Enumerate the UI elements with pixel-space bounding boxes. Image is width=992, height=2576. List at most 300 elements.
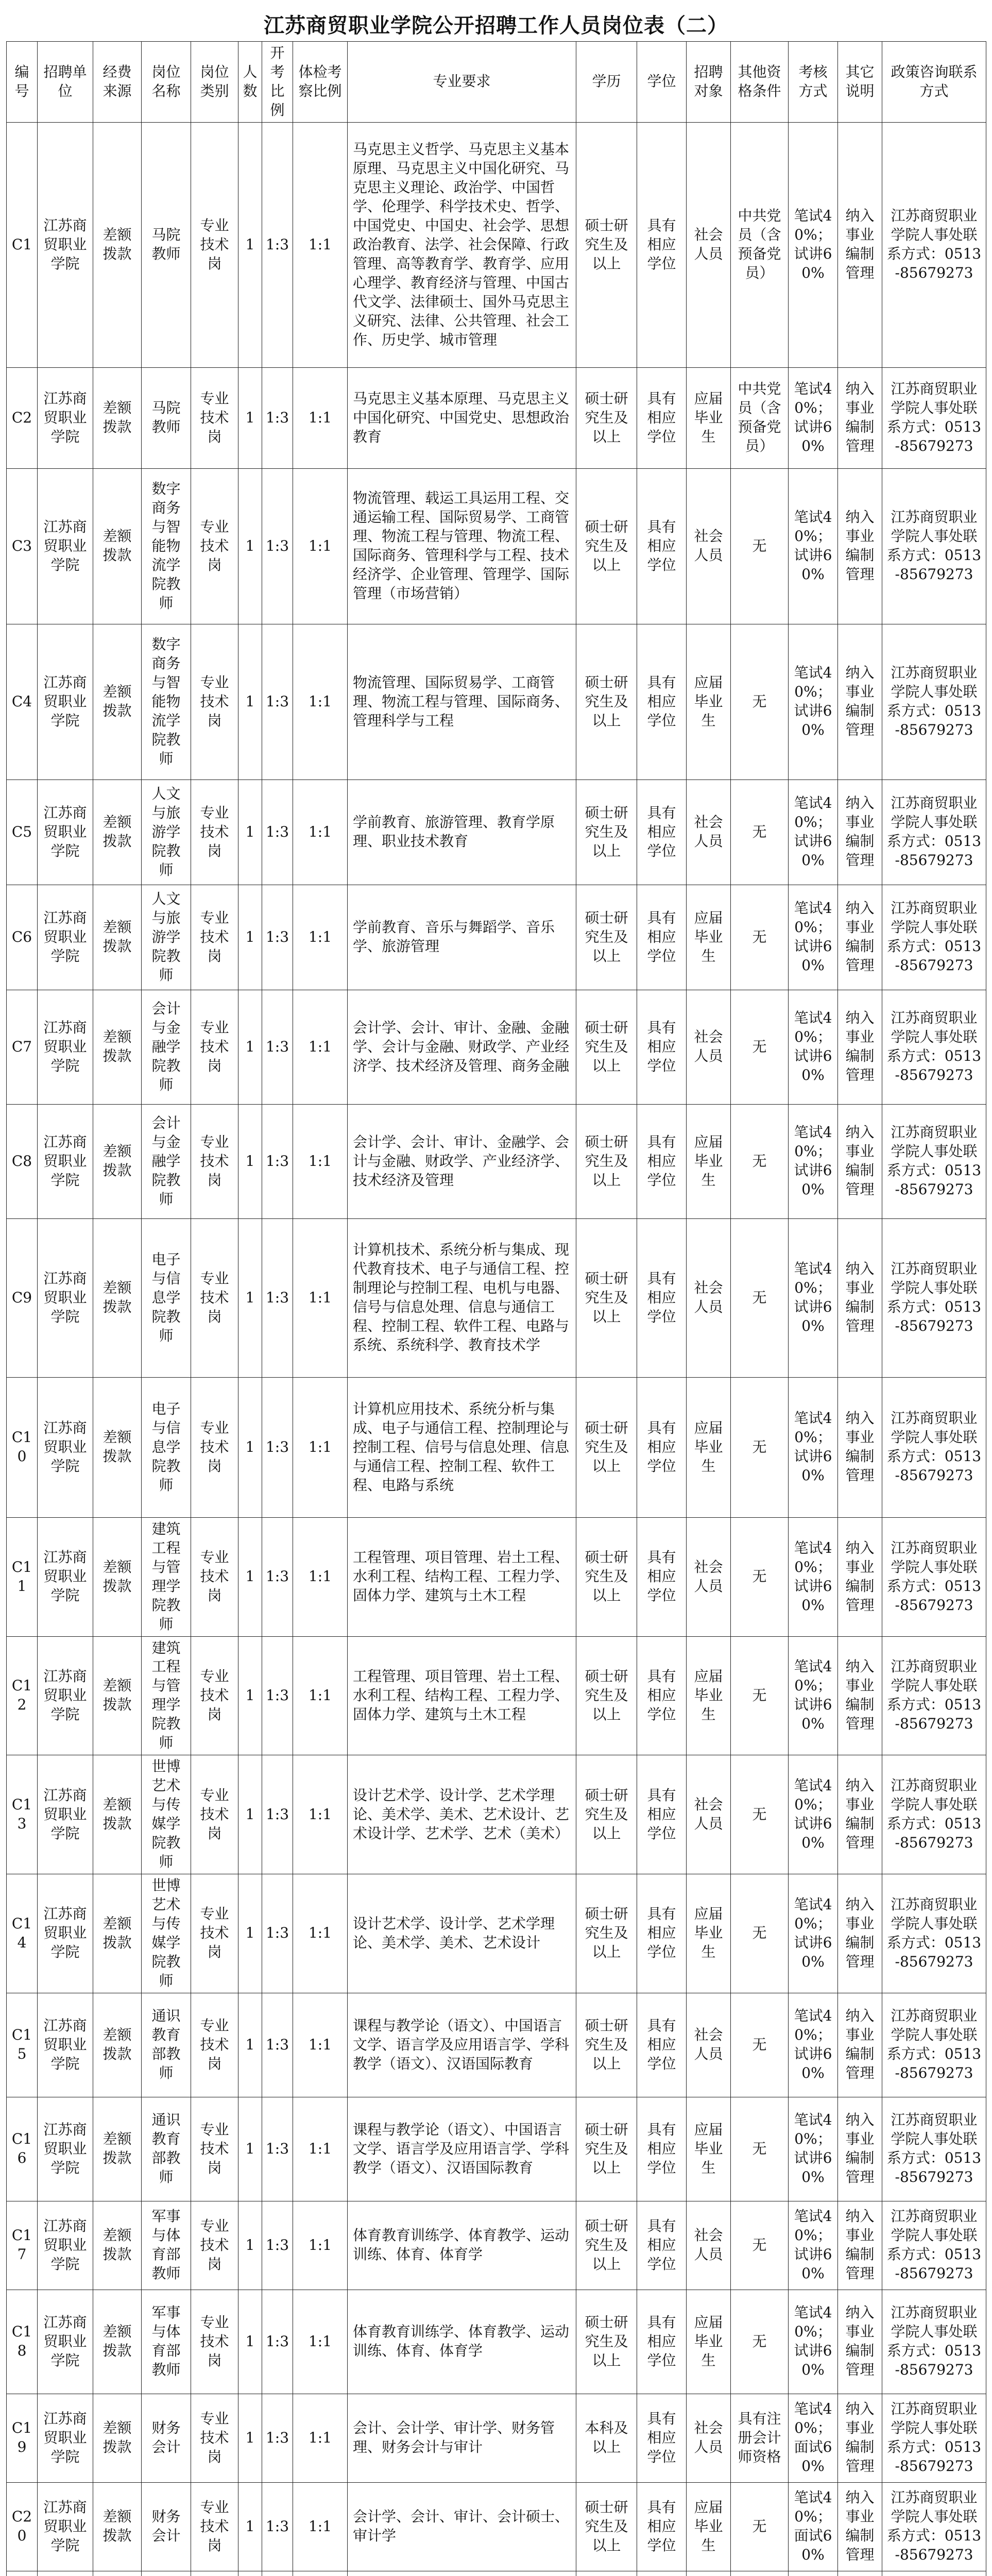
header-check-ratio: 体检考察比例 [293,42,348,123]
cell-other-conditions: 无 [731,1104,789,1218]
cell-category [191,2571,238,2576]
cell-check-ratio: 1:1 [293,779,348,885]
cell-degree: 具有相应学位 [637,885,687,990]
cell-unit: 江苏商贸职业学院 [38,1218,93,1377]
cell-education: 硕士研究生及以上 [576,122,637,367]
cell-position: 电子与信息学院教师 [142,1218,191,1377]
table-row [7,2290,986,2394]
cell-requirements: 计算机应用技术、系统分析与集成、电子与通信工程、控制理论与控制工程、信号与信息处理、信息与通信工程、控制工程、软件工程、电路与系统 [348,1377,576,1517]
cell-check-ratio: 1:1 [293,1218,348,1377]
cell-other-conditions: 无 [731,779,789,885]
cell-target: 应届毕业生 [687,2097,731,2201]
cell-requirements [348,2571,576,2576]
cell-assessment: 笔试40%；试讲60% [789,122,838,367]
cell-assessment: 笔试40%；试讲60% [789,1104,838,1218]
cell-notes [838,2571,882,2576]
table-row [7,1218,986,1377]
cell-target: 应届毕业生 [687,885,731,990]
cell-requirements: 课程与教学论（语文）、中国语言文学、语言学及应用语言学、学科教学（语文）、汉语国际教育 [348,1993,576,2097]
cell-assessment: 笔试40%；试讲60% [789,1517,838,1636]
table-row [7,1104,986,1218]
cell-contact: 江苏商贸职业学院人事处联系方式：0513-85679273 [882,624,986,779]
cell-contact: 江苏商贸职业学院人事处联系方式：0513-85679273 [882,1218,986,1377]
cell-unit [38,2571,93,2576]
cell-category: 专业技术岗 [191,367,238,468]
positions-table [6,41,986,2576]
cell-count: 1 [238,1218,262,1377]
cell-unit: 江苏商贸职业学院 [38,1377,93,1517]
cell-count: 1 [238,2394,262,2482]
cell-count: 1 [238,624,262,779]
cell-education: 硕士研究生及以上 [576,1104,637,1218]
cell-requirements: 马克思主义基本原理、马克思主义中国化研究、中国党史、思想政治教育 [348,367,576,468]
cell-category: 专业技术岗 [191,2482,238,2571]
cell-notes: 纳入事业编制管理 [838,1218,882,1377]
cell-funding: 差额拨款 [93,779,142,885]
cell-contact: 江苏商贸职业学院人事处联系方式：0513-85679273 [882,1993,986,2097]
cell-degree: 具有相应学位 [637,1993,687,2097]
cell-count: 1 [238,1993,262,2097]
cell-assessment: 笔试40%；试讲60% [789,1993,838,2097]
cell-exam-ratio [262,2571,293,2576]
cell-funding: 差额拨款 [93,2097,142,2201]
cell-id: C6 [7,885,38,990]
cell-funding: 差额拨款 [93,1377,142,1517]
cell-funding: 差额拨款 [93,122,142,367]
cell-notes: 纳入事业编制管理 [838,468,882,624]
table-row [7,624,986,779]
cell-check-ratio: 1:1 [293,1517,348,1636]
cell-notes: 纳入事业编制管理 [838,2394,882,2482]
cell-target: 社会人员 [687,122,731,367]
cell-assessment: 笔试40%；面试60% [789,2394,838,2482]
cell-education: 硕士研究生及以上 [576,1377,637,1517]
cell-count: 1 [238,2097,262,2201]
cell-notes: 纳入事业编制管理 [838,1377,882,1517]
cell-category: 专业技术岗 [191,624,238,779]
cell-id: C9 [7,1218,38,1377]
cell-degree: 具有相应学位 [637,2290,687,2394]
cell-other-conditions: 无 [731,1755,789,1874]
cell-exam-ratio: 1:3 [262,122,293,367]
table-row [7,367,986,468]
cell-notes: 纳入事业编制管理 [838,1636,882,1755]
cell-notes: 纳入事业编制管理 [838,1104,882,1218]
cell-id: C19 [7,2394,38,2482]
cell-contact: 江苏商贸职业学院人事处联系方式：0513-85679273 [882,468,986,624]
cell-assessment: 笔试40%；试讲60% [789,2290,838,2394]
header-position: 岗位名称 [142,42,191,123]
cell-education: 硕士研究生及以上 [576,2201,637,2290]
cell-exam-ratio: 1:3 [262,468,293,624]
cell-check-ratio: 1:1 [293,1636,348,1755]
cell-funding: 差额拨款 [93,2201,142,2290]
cell-other-conditions: 无 [731,1517,789,1636]
cell-education: 硕士研究生及以上 [576,990,637,1104]
cell-assessment: 笔试40%；试讲60% [789,1636,838,1755]
cell-unit: 江苏商贸职业学院 [38,1517,93,1636]
cell-unit: 江苏商贸职业学院 [38,990,93,1104]
cell-exam-ratio: 1:3 [262,2482,293,2571]
cell-count: 1 [238,122,262,367]
cell-other-conditions: 无 [731,1874,789,1993]
cell-degree: 具有相应学位 [637,1874,687,1993]
cell-funding: 差额拨款 [93,1636,142,1755]
cell-degree: 具有相应学位 [637,779,687,885]
cell-contact: 江苏商贸职业学院人事处联系方式：0513-85679273 [882,1755,986,1874]
cell-contact: 江苏商贸职业学院人事处联系方式：0513-85679273 [882,1874,986,1993]
cell-other-conditions: 无 [731,2201,789,2290]
cell-degree: 具有相应学位 [637,1755,687,1874]
cell-position: 人文与旅游学院教师 [142,885,191,990]
cell-position: 电子与信息学院教师 [142,1377,191,1517]
cell-exam-ratio: 1:3 [262,1993,293,2097]
table-row [7,2201,986,2290]
cell-position: 通识教育部教师 [142,2097,191,2201]
cell-funding: 差额拨款 [93,1755,142,1874]
cell-funding: 差额拨款 [93,468,142,624]
table-body [7,122,986,2576]
cell-notes: 纳入事业编制管理 [838,1993,882,2097]
cell-degree: 具有相应学位 [637,1517,687,1636]
cell-contact: 江苏商贸职业学院人事处联系方式：0513-85679273 [882,990,986,1104]
cell-assessment: 笔试40%；试讲60% [789,367,838,468]
cell-position: 军事与体育部教师 [142,2290,191,2394]
cell-degree: 具有相应学位 [637,1377,687,1517]
cell-assessment: 笔试40%；试讲60% [789,1755,838,1874]
cell-check-ratio: 1:1 [293,1104,348,1218]
cell-notes: 纳入事业编制管理 [838,1755,882,1874]
cell-category: 专业技术岗 [191,1755,238,1874]
cell-category: 专业技术岗 [191,1218,238,1377]
cell-count: 1 [238,468,262,624]
cell-notes: 纳入事业编制管理 [838,885,882,990]
cell-position: 建筑工程与管理学院教师 [142,1517,191,1636]
cell-count: 1 [238,2201,262,2290]
cell-assessment: 笔试40%；试讲60% [789,1377,838,1517]
table-row [7,468,986,624]
cell-requirements: 会计学、会计、审计、金融、金融学、会计与金融、财政学、产业经济学、技术经济及管理、商务金融 [348,990,576,1104]
cell-check-ratio: 1:1 [293,1377,348,1517]
cell-position: 马院教师 [142,122,191,367]
cell-exam-ratio: 1:3 [262,1874,293,1993]
cell-contact: 江苏商贸职业学院人事处联系方式：0513-85679273 [882,885,986,990]
cell-count: 1 [238,1104,262,1218]
cell-education: 硕士研究生及以上 [576,367,637,468]
cell-degree: 具有相应学位 [637,2482,687,2571]
cell-category: 专业技术岗 [191,1517,238,1636]
cell-category: 专业技术岗 [191,1104,238,1218]
cell-count: 1 [238,2290,262,2394]
cell-category: 专业技术岗 [191,885,238,990]
cell-other-conditions: 无 [731,990,789,1104]
cell-assessment: 笔试40%；试讲60% [789,624,838,779]
cell-funding: 差额拨款 [93,1517,142,1636]
cell-degree: 具有相应学位 [637,367,687,468]
cell-position [142,2571,191,2576]
table-row [7,1993,986,2097]
table-row [7,1636,986,1755]
cell-target: 应届毕业生 [687,1636,731,1755]
table-row [7,1377,986,1517]
cell-requirements: 会计、会计学、审计学、财务管理、财务会计与审计 [348,2394,576,2482]
cell-target: 应届毕业生 [687,367,731,468]
cell-target: 社会人员 [687,990,731,1104]
cell-count: 1 [238,779,262,885]
cell-unit: 江苏商贸职业学院 [38,2394,93,2482]
cell-other-conditions: 中共党员（含预备党员） [731,367,789,468]
cell-category: 专业技术岗 [191,122,238,367]
cell-count [238,2571,262,2576]
cell-other-conditions: 无 [731,2482,789,2571]
cell-check-ratio: 1:1 [293,468,348,624]
cell-id: C16 [7,2097,38,2201]
cell-count: 1 [238,367,262,468]
cell-exam-ratio: 1:3 [262,1377,293,1517]
cell-education [576,2571,637,2576]
cell-id: C8 [7,1104,38,1218]
cell-id: C11 [7,1517,38,1636]
cell-check-ratio: 1:1 [293,367,348,468]
cell-unit: 江苏商贸职业学院 [38,2290,93,2394]
cell-position: 财务会计 [142,2394,191,2482]
cell-target [687,2571,731,2576]
table-row [7,122,986,367]
cell-exam-ratio: 1:3 [262,885,293,990]
cell-requirements: 物流管理、国际贸易学、工商管理、物流工程与管理、国际商务、管理科学与工程 [348,624,576,779]
cell-education: 本科及以上 [576,2394,637,2482]
cell-exam-ratio: 1:3 [262,367,293,468]
cell-unit: 江苏商贸职业学院 [38,1993,93,2097]
cell-other-conditions: 无 [731,1636,789,1755]
cell-funding: 差额拨款 [93,2394,142,2482]
cell-position: 数字商务与智能物流学院教师 [142,624,191,779]
cell-check-ratio [293,2571,348,2576]
cell-check-ratio: 1:1 [293,885,348,990]
header-other-conditions: 其他资格条件 [731,42,789,123]
cell-notes: 纳入事业编制管理 [838,2097,882,2201]
cell-target: 社会人员 [687,1993,731,2097]
cell-id: C1 [7,122,38,367]
cell-category: 专业技术岗 [191,2201,238,2290]
page-title: 江苏商贸职业学院公开招聘工作人员岗位表（二） [264,13,728,38]
cell-category: 专业技术岗 [191,990,238,1104]
table-row [7,2571,986,2576]
cell-education: 硕士研究生及以上 [576,1517,637,1636]
cell-unit: 江苏商贸职业学院 [38,1874,93,1993]
cell-assessment: 笔试40%；试讲60% [789,2097,838,2201]
cell-notes: 纳入事业编制管理 [838,2482,882,2571]
cell-id: C5 [7,779,38,885]
cell-exam-ratio: 1:3 [262,2097,293,2201]
table-row [7,885,986,990]
cell-check-ratio: 1:1 [293,122,348,367]
cell-check-ratio: 1:1 [293,1755,348,1874]
cell-requirements: 工程管理、项目管理、岩土工程、水利工程、结构工程、工程力学、固体力学、建筑与土木工程 [348,1517,576,1636]
header-degree: 学位 [637,42,687,123]
cell-position: 会计与金融学院教师 [142,990,191,1104]
cell-target: 社会人员 [687,2201,731,2290]
cell-id: C20 [7,2482,38,2571]
cell-target: 社会人员 [687,468,731,624]
cell-contact: 江苏商贸职业学院人事处联系方式：0513-85679273 [882,1636,986,1755]
cell-degree: 具有相应学位 [637,2097,687,2201]
cell-target: 社会人员 [687,2394,731,2482]
cell-degree: 具有相应学位 [637,2394,687,2482]
cell-contact: 江苏商贸职业学院人事处联系方式：0513-85679273 [882,122,986,367]
cell-id: C2 [7,367,38,468]
table-row [7,1874,986,1993]
cell-funding: 差额拨款 [93,367,142,468]
cell-education: 硕士研究生及以上 [576,624,637,779]
header-funding: 经费来源 [93,42,142,123]
cell-funding [93,2571,142,2576]
cell-other-conditions: 无 [731,1218,789,1377]
cell-target: 社会人员 [687,1218,731,1377]
cell-id: C13 [7,1755,38,1874]
cell-funding: 差额拨款 [93,1993,142,2097]
cell-notes: 纳入事业编制管理 [838,2201,882,2290]
table-row [7,990,986,1104]
cell-position: 财务会计 [142,2482,191,2571]
cell-funding: 差额拨款 [93,1874,142,1993]
cell-degree: 具有相应学位 [637,468,687,624]
cell-other-conditions: 无 [731,1377,789,1517]
cell-notes: 纳入事业编制管理 [838,624,882,779]
cell-target: 社会人员 [687,1755,731,1874]
cell-id: C18 [7,2290,38,2394]
cell-check-ratio: 1:1 [293,990,348,1104]
header-requirements: 专业要求 [348,42,576,123]
cell-funding: 差额拨款 [93,885,142,990]
cell-check-ratio: 1:1 [293,2394,348,2482]
cell-check-ratio: 1:1 [293,1993,348,2097]
cell-id [7,2571,38,2576]
cell-assessment: 笔试40%；试讲60% [789,779,838,885]
cell-assessment: 笔试40%；试讲60% [789,468,838,624]
header-unit: 招聘单位 [38,42,93,123]
cell-target: 应届毕业生 [687,1874,731,1993]
cell-contact [882,2571,986,2576]
cell-requirements: 会计学、会计、审计、会计硕士、审计学 [348,2482,576,2571]
cell-notes: 纳入事业编制管理 [838,1517,882,1636]
cell-degree [637,2571,687,2576]
cell-degree: 具有相应学位 [637,624,687,779]
cell-education: 硕士研究生及以上 [576,2482,637,2571]
cell-check-ratio: 1:1 [293,2201,348,2290]
cell-assessment: 笔试40%；试讲60% [789,885,838,990]
cell-id: C15 [7,1993,38,2097]
header-count: 人数 [238,42,262,123]
header-category: 岗位类别 [191,42,238,123]
header-id: 编号 [7,42,38,123]
cell-check-ratio: 1:1 [293,2482,348,2571]
cell-education: 硕士研究生及以上 [576,1993,637,2097]
cell-unit: 江苏商贸职业学院 [38,2097,93,2201]
cell-unit: 江苏商贸职业学院 [38,779,93,885]
cell-requirements: 物流管理、载运工具运用工程、交通运输工程、国际贸易学、工商管理、物流工程与管理、物流工程、国际商务、管理科学与工程、技术经济学、企业管理、管理学、国际管理（市场营销） [348,468,576,624]
cell-contact: 江苏商贸职业学院人事处联系方式：0513-85679273 [882,2201,986,2290]
cell-assessment: 笔试40%；试讲60% [789,1218,838,1377]
cell-unit: 江苏商贸职业学院 [38,1104,93,1218]
cell-check-ratio: 1:1 [293,624,348,779]
cell-target: 应届毕业生 [687,1377,731,1517]
cell-id: C4 [7,624,38,779]
cell-degree: 具有相应学位 [637,1636,687,1755]
cell-id: C12 [7,1636,38,1755]
table-row [7,2394,986,2482]
cell-education: 硕士研究生及以上 [576,1218,637,1377]
cell-id: C17 [7,2201,38,2290]
cell-other-conditions: 无 [731,885,789,990]
cell-unit: 江苏商贸职业学院 [38,468,93,624]
cell-unit: 江苏商贸职业学院 [38,2201,93,2290]
cell-funding: 差额拨款 [93,624,142,779]
cell-category: 专业技术岗 [191,1993,238,2097]
cell-other-conditions: 无 [731,2097,789,2201]
cell-notes: 纳入事业编制管理 [838,1874,882,1993]
cell-assessment: 笔试40%；试讲60% [789,990,838,1104]
cell-position: 通识教育部教师 [142,1993,191,2097]
cell-target: 社会人员 [687,1517,731,1636]
cell-target: 应届毕业生 [687,1104,731,1218]
cell-position: 人文与旅游学院教师 [142,779,191,885]
cell-contact: 江苏商贸职业学院人事处联系方式：0513-85679273 [882,2394,986,2482]
cell-requirements: 学前教育、音乐与舞蹈学、音乐学、旅游管理 [348,885,576,990]
cell-position: 马院教师 [142,367,191,468]
cell-degree: 具有相应学位 [637,1218,687,1377]
cell-contact: 江苏商贸职业学院人事处联系方式：0513-85679273 [882,1377,986,1517]
cell-funding: 差额拨款 [93,2482,142,2571]
cell-id: C14 [7,1874,38,1993]
table-row [7,1755,986,1874]
cell-exam-ratio: 1:3 [262,1755,293,1874]
cell-category: 专业技术岗 [191,468,238,624]
cell-contact: 江苏商贸职业学院人事处联系方式：0513-85679273 [882,2290,986,2394]
cell-exam-ratio: 1:3 [262,2290,293,2394]
cell-other-conditions: 具有注册会计师资格 [731,2394,789,2482]
cell-unit: 江苏商贸职业学院 [38,367,93,468]
cell-contact: 江苏商贸职业学院人事处联系方式：0513-85679273 [882,1104,986,1218]
cell-count: 1 [238,1517,262,1636]
cell-unit: 江苏商贸职业学院 [38,1636,93,1755]
cell-id: C7 [7,990,38,1104]
cell-other-conditions [731,2571,789,2576]
cell-requirements: 会计学、会计、审计、金融学、会计与金融、财政学、产业经济学、技术经济及管理 [348,1104,576,1218]
cell-contact: 江苏商贸职业学院人事处联系方式：0513-85679273 [882,779,986,885]
cell-position: 会计与金融学院教师 [142,1104,191,1218]
cell-check-ratio: 1:1 [293,2290,348,2394]
cell-category: 专业技术岗 [191,1636,238,1755]
cell-other-conditions: 中共党员（含预备党员） [731,122,789,367]
table-row [7,1517,986,1636]
cell-target: 应届毕业生 [687,2482,731,2571]
cell-category: 专业技术岗 [191,2290,238,2394]
cell-education: 硕士研究生及以上 [576,779,637,885]
cell-education: 硕士研究生及以上 [576,2290,637,2394]
cell-other-conditions: 无 [731,2290,789,2394]
cell-count: 1 [238,1636,262,1755]
table-row [7,2482,986,2571]
cell-id: C3 [7,468,38,624]
cell-education: 硕士研究生及以上 [576,885,637,990]
header-exam-ratio: 开考比例 [262,42,293,123]
cell-unit: 江苏商贸职业学院 [38,624,93,779]
cell-education: 硕士研究生及以上 [576,1636,637,1755]
cell-exam-ratio: 1:3 [262,1218,293,1377]
cell-notes: 纳入事业编制管理 [838,779,882,885]
cell-exam-ratio: 1:3 [262,2201,293,2290]
